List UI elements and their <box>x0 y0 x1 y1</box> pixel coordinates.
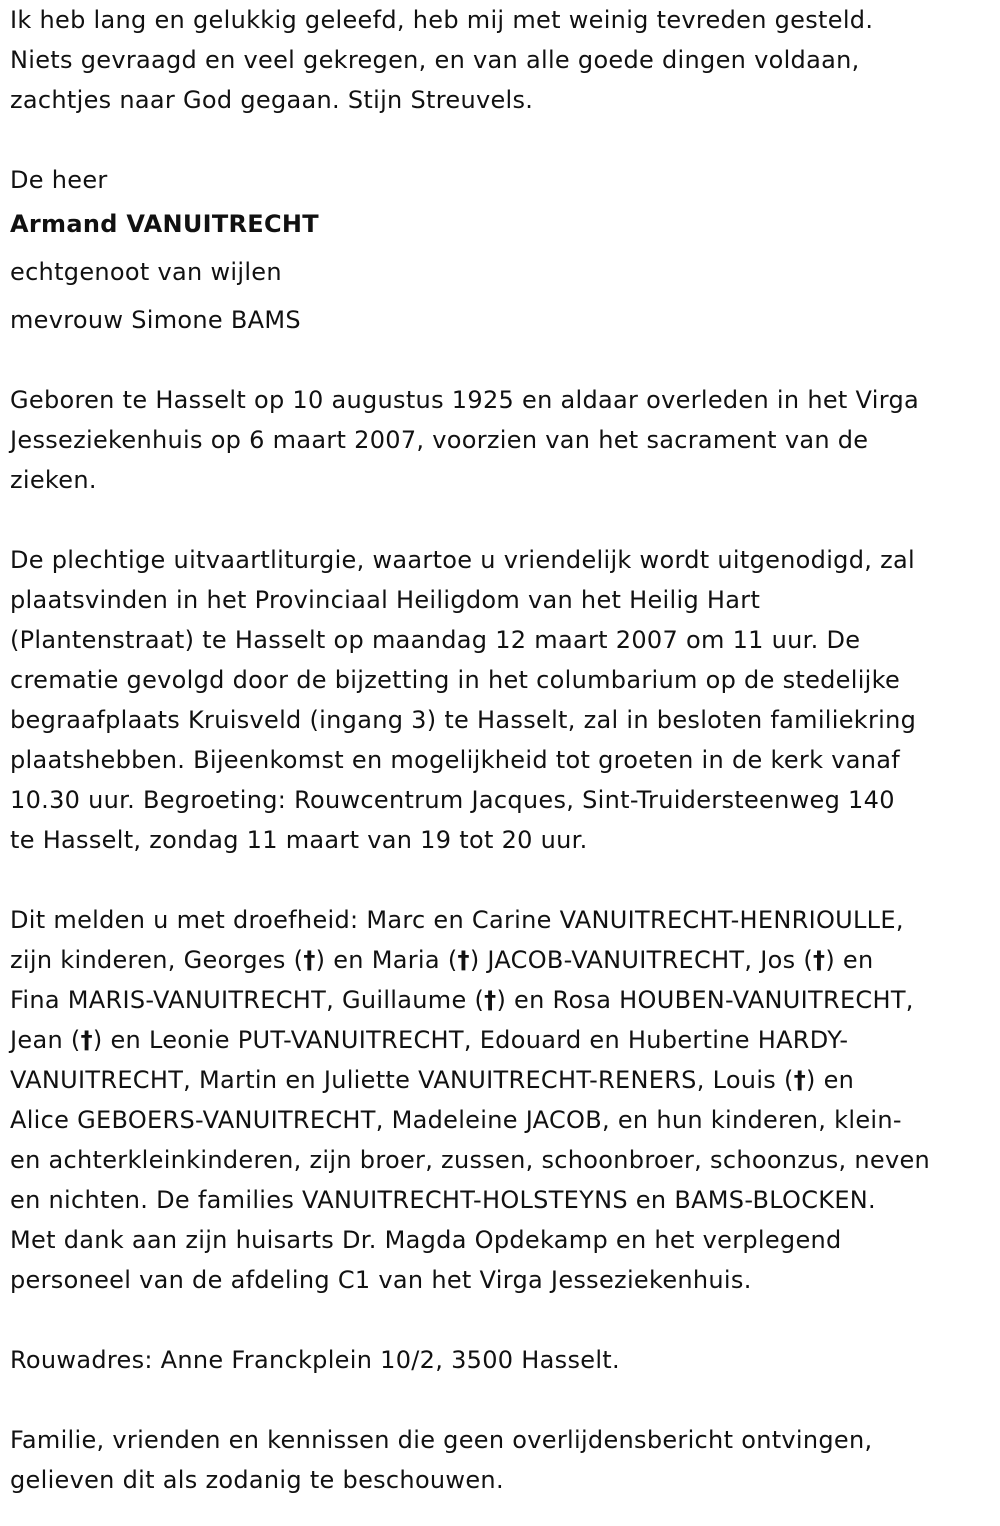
spacer <box>10 120 995 160</box>
paragraph-line <box>10 940 995 980</box>
closing-paragraph <box>10 1420 995 1500</box>
paragraph-line: De plechtige uitvaartliturgie, waartoe u vriendelijk wordt uitgenodigd, zal <box>10 546 915 574</box>
paragraph-line: crematie gevolgd door de bijzetting in het columbarium op de stedelijke <box>10 666 901 694</box>
text-segment: Fina MARIS-VANUITRECHT, Guillaume ( <box>10 986 485 1014</box>
paragraph-line: (Plantenstraat) te Hasselt op maandag 12 maart 2007 om 11 uur. De <box>10 626 861 654</box>
spacer <box>10 1380 995 1420</box>
cross-icon: † <box>457 946 470 974</box>
paragraph-line: personeel van de afdeling C1 van het Virga Jesseziekenhuis. <box>10 1266 752 1294</box>
obituary-document <box>10 0 995 1500</box>
quote-paragraph <box>10 0 995 120</box>
paragraph-line: en achterkleinkinderen, zijn broer, zussen, schoonbroer, schoonzus, neven <box>10 1146 931 1174</box>
address-line: Rouwadres: Anne Franckplein 10/2, 3500 Hasselt. <box>10 1346 620 1374</box>
paragraph-line: Familie, vrienden en kennissen die geen overlijdensbericht ontvingen, <box>10 1426 873 1454</box>
paragraph-line: plaatsvinden in het Provinciaal Heiligdom van het Heilig Hart <box>10 586 761 614</box>
text-segment: Jean ( <box>10 1026 81 1054</box>
paragraph-line: Jesseziekenhuis op 6 maart 2007, voorzien van het sacrament van de <box>10 426 869 454</box>
spacer <box>10 860 995 900</box>
paragraph-line: zieken. <box>10 466 97 494</box>
cross-icon: † <box>80 1026 93 1054</box>
birth-death-paragraph <box>10 380 995 500</box>
cross-icon: † <box>793 1066 806 1094</box>
text-segment: ) en <box>825 946 874 974</box>
text-segment: ) JACOB-VANUITRECHT, Jos ( <box>469 946 814 974</box>
relation-line: echtgenoot van wijlen <box>10 258 282 286</box>
quote-line: zachtjes naar God gegaan. Stijn Streuvels. <box>10 86 534 114</box>
spacer <box>10 500 995 540</box>
ceremony-paragraph <box>10 540 995 860</box>
text-segment: ) en <box>806 1066 855 1094</box>
paragraph-line <box>10 980 995 1020</box>
paragraph-line: Met dank aan zijn huisarts Dr. Magda Opdekamp en het verplegend <box>10 1226 842 1254</box>
paragraph-line: Dit melden u met droefheid: Marc en Carine VANUITRECHT-HENRIOULLE, <box>10 906 904 934</box>
text-segment: VANUITRECHT, Martin en Juliette VANUITRECHT-RENERS, Louis ( <box>10 1066 794 1094</box>
spacer <box>10 344 995 380</box>
paragraph-line <box>10 1060 995 1100</box>
paragraph-line: en nichten. De families VANUITRECHT-HOLSTEYNS en BAMS-BLOCKEN. <box>10 1186 876 1214</box>
cross-icon: † <box>484 986 497 1014</box>
quote-line: Niets gevraagd en veel gekregen, en van alle goede dingen voldaan, <box>10 46 860 74</box>
text-segment: ) en Rosa HOUBEN-VANUITRECHT, <box>496 986 914 1014</box>
spacer <box>10 1300 995 1340</box>
text-segment: zijn kinderen, Georges ( <box>10 946 304 974</box>
cross-icon: † <box>303 946 316 974</box>
paragraph-line <box>10 1020 995 1060</box>
salutation: De heer <box>10 166 108 194</box>
quote-line: Ik heb lang en gelukkig geleefd, heb mij met weinig tevreden gesteld. <box>10 6 874 34</box>
paragraph-line: gelieven dit als zodanig te beschouwen. <box>10 1466 504 1494</box>
paragraph-line: 10.30 uur. Begroeting: Rouwcentrum Jacques, Sint-Truidersteenweg 140 <box>10 786 895 814</box>
paragraph-line: begraafplaats Kruisveld (ingang 3) te Hasselt, zal in besloten familiekring <box>10 706 917 734</box>
announcement-paragraph <box>10 900 995 1300</box>
text-segment: ) en Leonie PUT-VANUITRECHT, Edouard en Hubertine HARDY- <box>92 1026 849 1054</box>
relation-line: mevrouw Simone BAMS <box>10 306 301 334</box>
paragraph-line: Geboren te Hasselt op 10 augustus 1925 en aldaar overleden in het Virga <box>10 386 919 414</box>
deceased-name: Armand VANUITRECHT <box>10 210 319 238</box>
cross-icon: † <box>813 946 826 974</box>
text-segment: ) en Maria ( <box>315 946 458 974</box>
paragraph-line: Alice GEBOERS-VANUITRECHT, Madeleine JACOB, en hun kinderen, klein- <box>10 1106 902 1134</box>
paragraph-line: te Hasselt, zondag 11 maart van 19 tot 20 uur. <box>10 826 588 854</box>
paragraph-line: plaatshebben. Bijeenkomst en mogelijkheid tot groeten in de kerk vanaf <box>10 746 900 774</box>
